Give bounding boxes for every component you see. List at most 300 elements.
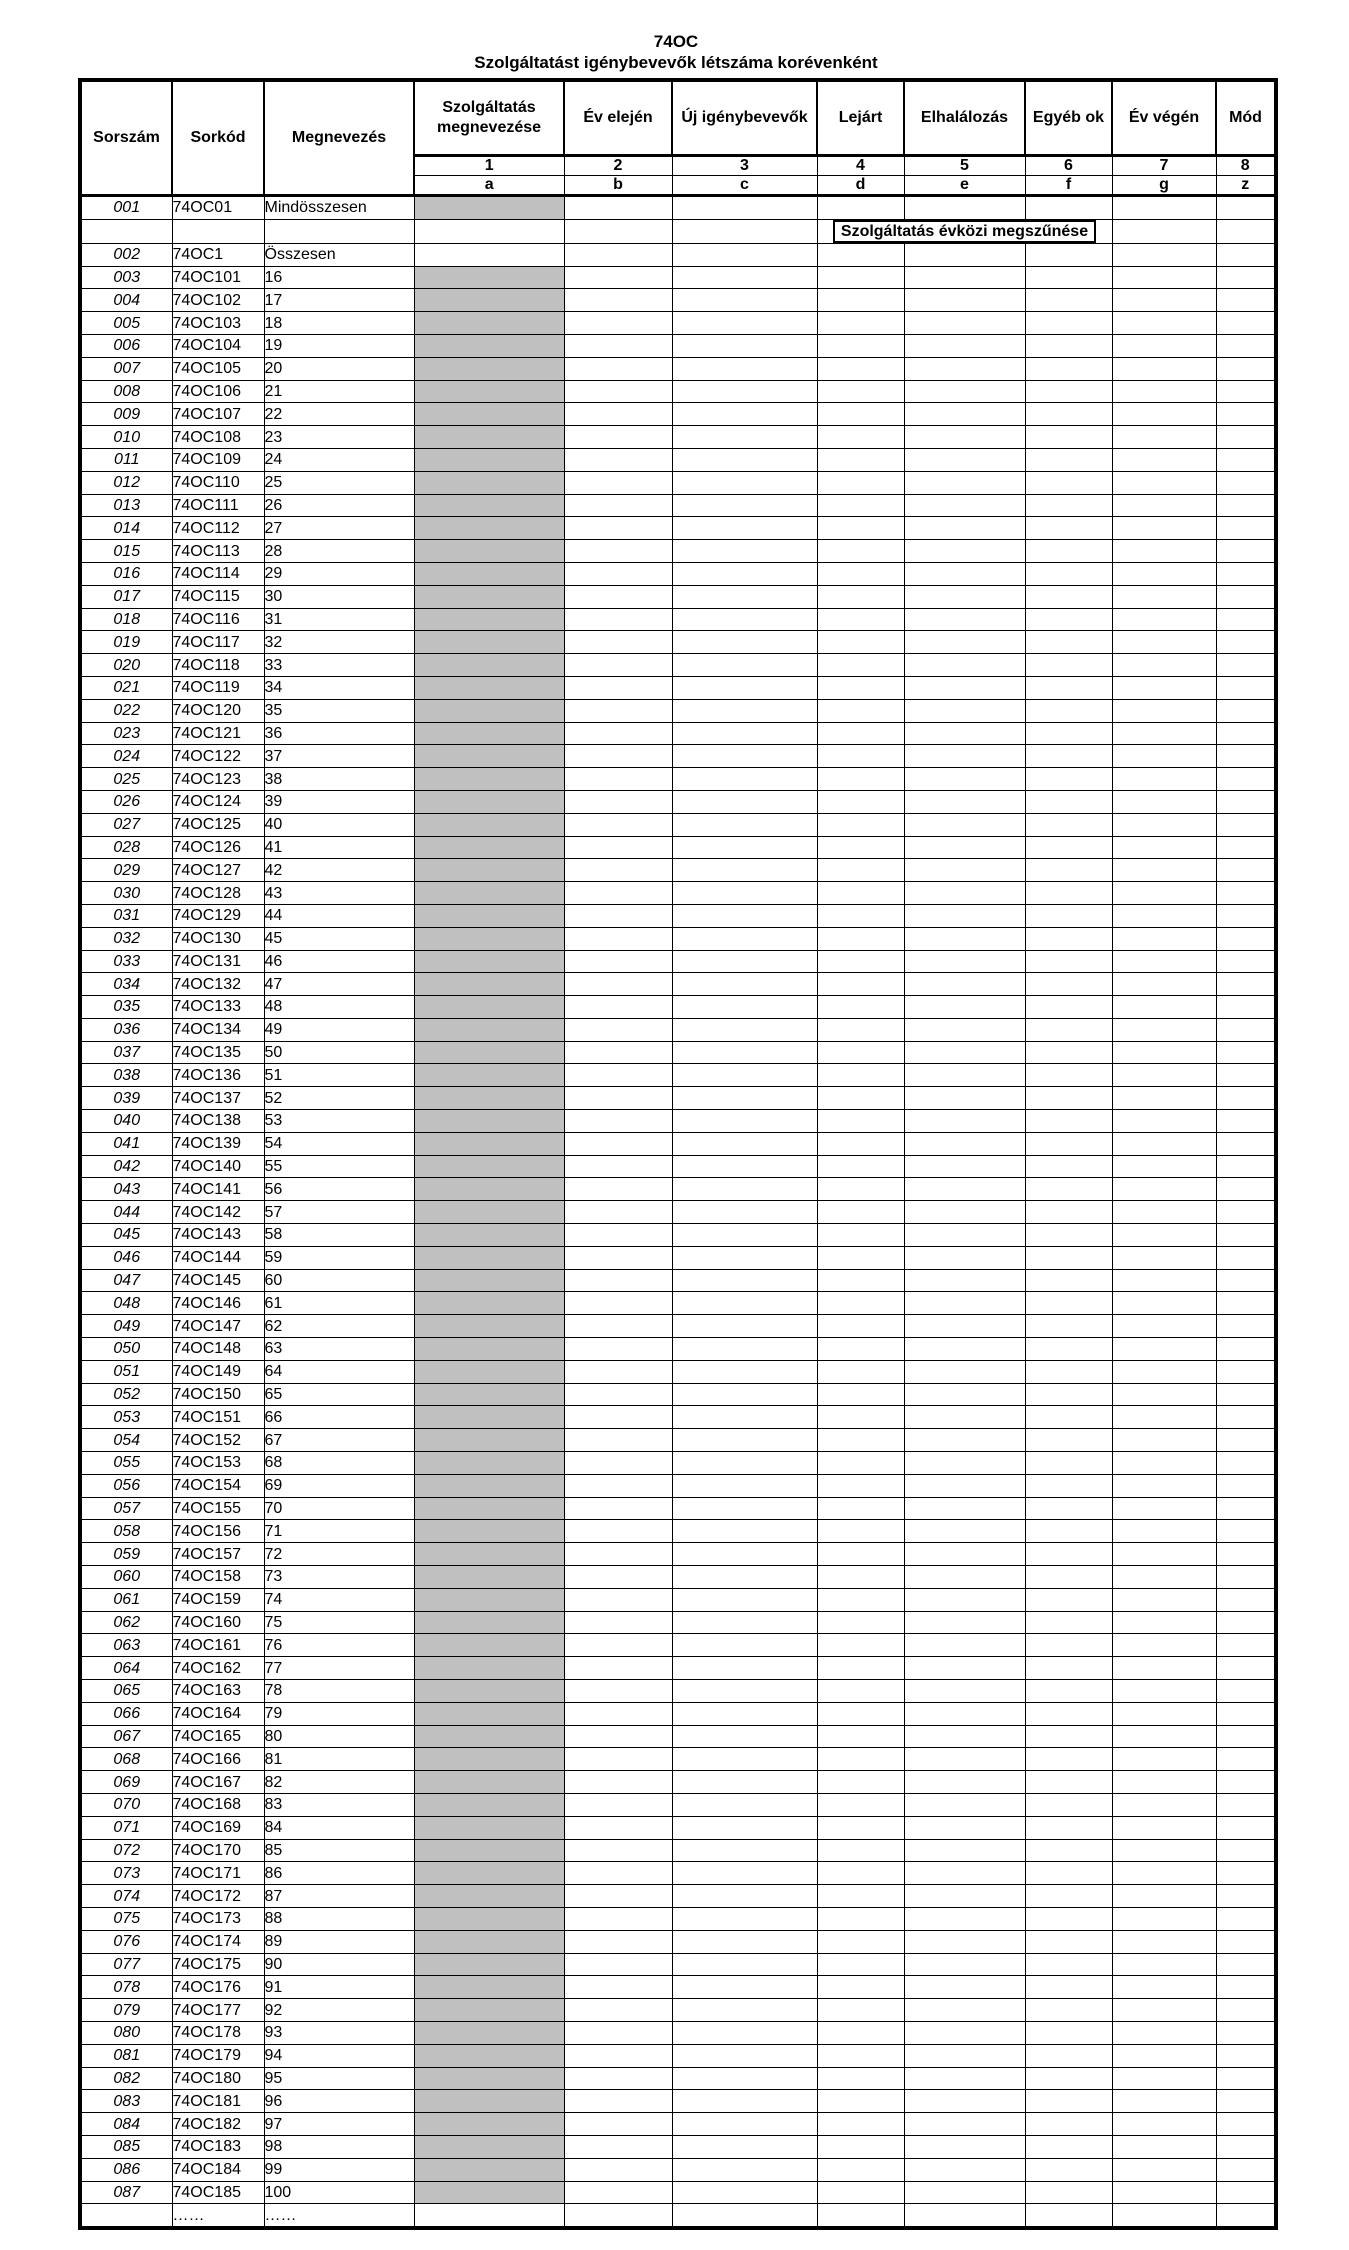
cell-uj[interactable] [672,357,817,380]
cell-uj[interactable] [672,2181,817,2204]
cell-uj[interactable] [672,1816,817,1839]
cell-uj[interactable] [672,1178,817,1201]
cell-mod[interactable] [1216,2158,1276,2181]
cell-ev-elejen[interactable] [564,1907,672,1930]
cell-lejart[interactable] [817,1976,904,1999]
cell-ev-vegen[interactable] [1112,1018,1216,1041]
cell-uj[interactable] [672,1543,817,1566]
cell-mod[interactable] [1216,768,1276,791]
cell-elhalalozas[interactable] [904,1702,1025,1725]
cell-egyeb-ok[interactable] [1025,517,1112,540]
cell-egyeb-ok[interactable] [1025,540,1112,563]
cell-uj[interactable] [672,1930,817,1953]
cell-egyeb-ok[interactable] [1025,608,1112,631]
cell-ev-vegen[interactable] [1112,1953,1216,1976]
cell-ev-elejen[interactable] [564,768,672,791]
cell-uj[interactable] [672,243,817,266]
cell-uj[interactable] [672,1087,817,1110]
cell-ev-vegen[interactable] [1112,1497,1216,1520]
cell-mod[interactable] [1216,1474,1276,1497]
cell-mod[interactable] [1216,2135,1276,2158]
cell-ev-vegen[interactable] [1112,1862,1216,1885]
cell-elhalalozas[interactable] [904,1680,1025,1703]
cell-egyeb-ok[interactable] [1025,1588,1112,1611]
cell-lejart[interactable] [817,243,904,266]
cell-egyeb-ok[interactable] [1025,1292,1112,1315]
cell-uj[interactable] [672,1680,817,1703]
cell-lejart[interactable] [817,1816,904,1839]
cell-uj[interactable] [672,540,817,563]
cell-ev-vegen[interactable] [1112,950,1216,973]
cell-mod[interactable] [1216,1839,1276,1862]
cell-lejart[interactable] [817,2090,904,2113]
cell-ev-elejen[interactable] [564,2044,672,2067]
cell-elhalalozas[interactable] [904,2067,1025,2090]
cell-elhalalozas[interactable] [904,334,1025,357]
cell-elhalalozas[interactable] [904,357,1025,380]
cell-ev-vegen[interactable] [1112,1839,1216,1862]
cell-mod[interactable] [1216,585,1276,608]
cell-mod[interactable] [1216,1224,1276,1247]
cell-elhalalozas[interactable] [904,1657,1025,1680]
cell-elhalalozas[interactable] [904,1793,1025,1816]
cell-egyeb-ok[interactable] [1025,1657,1112,1680]
cell-lejart[interactable] [817,1793,904,1816]
cell-ev-elejen[interactable] [564,654,672,677]
cell-ev-elejen[interactable] [564,1064,672,1087]
cell-ev-elejen[interactable] [564,289,672,312]
cell-uj[interactable] [672,471,817,494]
cell-lejart[interactable] [817,2204,904,2228]
cell-mod[interactable] [1216,2067,1276,2090]
cell-mod[interactable] [1216,2021,1276,2044]
cell-ev-elejen[interactable] [564,426,672,449]
cell-elhalalozas[interactable] [904,813,1025,836]
cell-lejart[interactable] [817,2044,904,2067]
cell-egyeb-ok[interactable] [1025,1383,1112,1406]
cell-ev-elejen[interactable] [564,973,672,996]
cell-egyeb-ok[interactable] [1025,1793,1112,1816]
cell-elhalalozas[interactable] [904,517,1025,540]
cell-egyeb-ok[interactable] [1025,1315,1112,1338]
cell-ev-elejen[interactable] [564,1862,672,1885]
cell-egyeb-ok[interactable] [1025,380,1112,403]
cell-elhalalozas[interactable] [904,1634,1025,1657]
cell-elhalalozas[interactable] [904,448,1025,471]
cell-elhalalozas[interactable] [904,790,1025,813]
cell-uj[interactable] [672,882,817,905]
cell-uj[interactable] [672,1862,817,1885]
cell-lejart[interactable] [817,722,904,745]
cell-uj[interactable] [672,1885,817,1908]
cell-uj[interactable] [672,1634,817,1657]
cell-ev-vegen[interactable] [1112,1087,1216,1110]
cell-ev-elejen[interactable] [564,585,672,608]
cell-ev-vegen[interactable] [1112,1702,1216,1725]
cell-ev-vegen[interactable] [1112,2021,1216,2044]
cell-egyeb-ok[interactable] [1025,859,1112,882]
cell-ev-vegen[interactable] [1112,722,1216,745]
cell-uj[interactable] [672,1155,817,1178]
cell-mod[interactable] [1216,1634,1276,1657]
cell-egyeb-ok[interactable] [1025,1748,1112,1771]
cell-ev-vegen[interactable] [1112,426,1216,449]
cell-mod[interactable] [1216,1566,1276,1589]
cell-ev-elejen[interactable] [564,448,672,471]
cell-egyeb-ok[interactable] [1025,471,1112,494]
cell-ev-elejen[interactable] [564,1360,672,1383]
cell-ev-elejen[interactable] [564,1497,672,1520]
cell-ev-elejen[interactable] [564,608,672,631]
cell-elhalalozas[interactable] [904,1155,1025,1178]
cell-ev-elejen[interactable] [564,1771,672,1794]
cell-ev-vegen[interactable] [1112,1064,1216,1087]
cell-lejart[interactable] [817,312,904,335]
cell-ev-elejen[interactable] [564,1793,672,1816]
cell-egyeb-ok[interactable] [1025,1839,1112,1862]
cell-lejart[interactable] [817,1201,904,1224]
cell-mod[interactable] [1216,1702,1276,1725]
cell-szolgaltatas[interactable] [414,243,564,266]
cell-lejart[interactable] [817,1315,904,1338]
cell-uj[interactable] [672,1110,817,1133]
cell-elhalalozas[interactable] [904,426,1025,449]
cell-ev-elejen[interactable] [564,1953,672,1976]
cell-egyeb-ok[interactable] [1025,1771,1112,1794]
cell-uj[interactable] [672,950,817,973]
cell-ev-vegen[interactable] [1112,312,1216,335]
cell-uj[interactable] [672,1018,817,1041]
cell-ev-vegen[interactable] [1112,1885,1216,1908]
cell-elhalalozas[interactable] [904,1064,1025,1087]
cell-ev-elejen[interactable] [564,517,672,540]
cell-elhalalozas[interactable] [904,1953,1025,1976]
cell-uj[interactable] [672,836,817,859]
cell-ev-vegen[interactable] [1112,540,1216,563]
cell-lejart[interactable] [817,1930,904,1953]
cell-elhalalozas[interactable] [904,1725,1025,1748]
cell-egyeb-ok[interactable] [1025,699,1112,722]
cell-ev-vegen[interactable] [1112,357,1216,380]
cell-mod[interactable] [1216,1999,1276,2022]
cell-uj[interactable] [672,745,817,768]
cell-egyeb-ok[interactable] [1025,904,1112,927]
cell-uj[interactable] [672,2067,817,2090]
cell-egyeb-ok[interactable] [1025,1269,1112,1292]
cell-uj[interactable] [672,904,817,927]
cell-ev-elejen[interactable] [564,813,672,836]
cell-mod[interactable] [1216,1497,1276,1520]
cell-ev-elejen[interactable] [564,631,672,654]
cell-ev-vegen[interactable] [1112,2090,1216,2113]
cell-egyeb-ok[interactable] [1025,1930,1112,1953]
cell-lejart[interactable] [817,1246,904,1269]
cell-uj[interactable] [672,426,817,449]
cell-uj[interactable] [672,1566,817,1589]
cell-lejart[interactable] [817,562,904,585]
cell-ev-elejen[interactable] [564,1018,672,1041]
cell-mod[interactable] [1216,1793,1276,1816]
cell-egyeb-ok[interactable] [1025,2204,1112,2228]
cell-ev-vegen[interactable] [1112,380,1216,403]
cell-ev-elejen[interactable] [564,927,672,950]
cell-ev-elejen[interactable] [564,1930,672,1953]
cell-uj[interactable] [672,631,817,654]
cell-ev-elejen[interactable] [564,836,672,859]
cell-mod[interactable] [1216,1748,1276,1771]
cell-egyeb-ok[interactable] [1025,1064,1112,1087]
cell-lejart[interactable] [817,1041,904,1064]
cell-elhalalozas[interactable] [904,1611,1025,1634]
cell-uj[interactable] [672,1224,817,1247]
cell-ev-elejen[interactable] [564,745,672,768]
cell-lejart[interactable] [817,836,904,859]
cell-elhalalozas[interactable] [904,2181,1025,2204]
cell-uj[interactable] [672,312,817,335]
cell-ev-vegen[interactable] [1112,1520,1216,1543]
cell-lejart[interactable] [817,904,904,927]
cell-mod[interactable] [1216,196,1276,220]
cell-ev-elejen[interactable] [564,1566,672,1589]
cell-mod[interactable] [1216,996,1276,1019]
cell-egyeb-ok[interactable] [1025,494,1112,517]
cell-ev-elejen[interactable] [564,243,672,266]
cell-mod[interactable] [1216,836,1276,859]
cell-egyeb-ok[interactable] [1025,927,1112,950]
cell-elhalalozas[interactable] [904,403,1025,426]
cell-ev-vegen[interactable] [1112,1793,1216,1816]
cell-ev-elejen[interactable] [564,1839,672,1862]
cell-ev-vegen[interactable] [1112,517,1216,540]
cell-ev-vegen[interactable] [1112,836,1216,859]
cell-elhalalozas[interactable] [904,904,1025,927]
cell-uj[interactable] [672,494,817,517]
cell-uj[interactable] [672,1360,817,1383]
cell-ev-vegen[interactable] [1112,1315,1216,1338]
cell-ev-elejen[interactable] [564,1429,672,1452]
cell-uj[interactable] [672,1748,817,1771]
cell-uj[interactable] [672,996,817,1019]
cell-egyeb-ok[interactable] [1025,973,1112,996]
cell-uj[interactable] [672,2090,817,2113]
cell-lejart[interactable] [817,403,904,426]
cell-mod[interactable] [1216,1885,1276,1908]
cell-elhalalozas[interactable] [904,471,1025,494]
cell-elhalalozas[interactable] [904,1474,1025,1497]
cell-ev-elejen[interactable] [564,1634,672,1657]
cell-lejart[interactable] [817,1885,904,1908]
cell-mod[interactable] [1216,882,1276,905]
cell-lejart[interactable] [817,1269,904,1292]
cell-egyeb-ok[interactable] [1025,1566,1112,1589]
cell-egyeb-ok[interactable] [1025,266,1112,289]
cell-mod[interactable] [1216,1315,1276,1338]
cell-egyeb-ok[interactable] [1025,1953,1112,1976]
cell-ev-elejen[interactable] [564,676,672,699]
cell-mod[interactable] [1216,1338,1276,1361]
cell-ev-vegen[interactable] [1112,1816,1216,1839]
cell-mod[interactable] [1216,859,1276,882]
cell-uj[interactable] [672,1452,817,1475]
cell-mod[interactable] [1216,676,1276,699]
cell-lejart[interactable] [817,1566,904,1589]
cell-ev-elejen[interactable] [564,699,672,722]
cell-egyeb-ok[interactable] [1025,1680,1112,1703]
cell-ev-vegen[interactable] [1112,1543,1216,1566]
cell-ev-vegen[interactable] [1112,904,1216,927]
cell-elhalalozas[interactable] [904,836,1025,859]
cell-egyeb-ok[interactable] [1025,654,1112,677]
cell-egyeb-ok[interactable] [1025,1110,1112,1133]
cell-lejart[interactable] [817,334,904,357]
cell-mod[interactable] [1216,1816,1276,1839]
cell-lejart[interactable] [817,1771,904,1794]
cell-ev-vegen[interactable] [1112,1406,1216,1429]
cell-ev-vegen[interactable] [1112,266,1216,289]
cell-lejart[interactable] [817,2113,904,2136]
cell-ev-elejen[interactable] [564,904,672,927]
cell-uj[interactable] [672,1246,817,1269]
cell-ev-elejen[interactable] [564,266,672,289]
cell-ev-vegen[interactable] [1112,1201,1216,1224]
cell-uj[interactable] [672,608,817,631]
cell-uj[interactable] [672,585,817,608]
cell-elhalalozas[interactable] [904,1771,1025,1794]
cell-lejart[interactable] [817,1953,904,1976]
cell-lejart[interactable] [817,380,904,403]
cell-ev-vegen[interactable] [1112,1132,1216,1155]
cell-ev-elejen[interactable] [564,1520,672,1543]
cell-elhalalozas[interactable] [904,1269,1025,1292]
cell-mod[interactable] [1216,722,1276,745]
cell-elhalalozas[interactable] [904,562,1025,585]
cell-elhalalozas[interactable] [904,699,1025,722]
cell-lejart[interactable] [817,1611,904,1634]
cell-mod[interactable] [1216,2044,1276,2067]
cell-lejart[interactable] [817,2181,904,2204]
cell-egyeb-ok[interactable] [1025,1520,1112,1543]
cell-egyeb-ok[interactable] [1025,403,1112,426]
cell-elhalalozas[interactable] [904,243,1025,266]
cell-lejart[interactable] [817,2067,904,2090]
cell-uj[interactable] [672,2113,817,2136]
cell-uj[interactable] [672,1269,817,1292]
cell-ev-elejen[interactable] [564,882,672,905]
cell-egyeb-ok[interactable] [1025,289,1112,312]
cell-mod[interactable] [1216,1680,1276,1703]
cell-egyeb-ok[interactable] [1025,1360,1112,1383]
cell-lejart[interactable] [817,1178,904,1201]
cell-uj[interactable] [672,2044,817,2067]
cell-egyeb-ok[interactable] [1025,882,1112,905]
cell-ev-vegen[interactable] [1112,1976,1216,1999]
cell-lejart[interactable] [817,1543,904,1566]
cell-egyeb-ok[interactable] [1025,562,1112,585]
cell-uj[interactable] [672,2135,817,2158]
cell-ev-vegen[interactable] [1112,1657,1216,1680]
cell-egyeb-ok[interactable] [1025,2135,1112,2158]
cell-egyeb-ok[interactable] [1025,1429,1112,1452]
cell-elhalalozas[interactable] [904,1976,1025,1999]
cell-mod[interactable] [1216,745,1276,768]
cell-ev-vegen[interactable] [1112,1178,1216,1201]
cell-uj[interactable] [672,1520,817,1543]
cell-mod[interactable] [1216,1110,1276,1133]
cell-lejart[interactable] [817,1155,904,1178]
cell-elhalalozas[interactable] [904,1383,1025,1406]
cell-egyeb-ok[interactable] [1025,1155,1112,1178]
cell-ev-vegen[interactable] [1112,196,1216,220]
cell-uj[interactable] [672,403,817,426]
cell-ev-vegen[interactable] [1112,2067,1216,2090]
cell-mod[interactable] [1216,2204,1276,2228]
cell-elhalalozas[interactable] [904,1429,1025,1452]
cell-lejart[interactable] [817,1839,904,1862]
cell-mod[interactable] [1216,471,1276,494]
cell-mod[interactable] [1216,334,1276,357]
cell-ev-vegen[interactable] [1112,1930,1216,1953]
cell-elhalalozas[interactable] [904,1246,1025,1269]
cell-ev-vegen[interactable] [1112,996,1216,1019]
cell-egyeb-ok[interactable] [1025,1201,1112,1224]
cell-egyeb-ok[interactable] [1025,426,1112,449]
cell-lejart[interactable] [817,585,904,608]
cell-lejart[interactable] [817,289,904,312]
cell-ev-elejen[interactable] [564,1680,672,1703]
cell-lejart[interactable] [817,1748,904,1771]
cell-ev-vegen[interactable] [1112,1269,1216,1292]
cell-elhalalozas[interactable] [904,1087,1025,1110]
cell-egyeb-ok[interactable] [1025,813,1112,836]
cell-mod[interactable] [1216,631,1276,654]
cell-uj[interactable] [672,266,817,289]
cell-mod[interactable] [1216,562,1276,585]
cell-lejart[interactable] [817,1429,904,1452]
cell-egyeb-ok[interactable] [1025,1702,1112,1725]
cell-egyeb-ok[interactable] [1025,745,1112,768]
cell-uj[interactable] [672,813,817,836]
cell-mod[interactable] [1216,2181,1276,2204]
cell-elhalalozas[interactable] [904,1930,1025,1953]
cell-mod[interactable] [1216,540,1276,563]
cell-lejart[interactable] [817,973,904,996]
cell-egyeb-ok[interactable] [1025,243,1112,266]
cell-mod[interactable] [1216,1178,1276,1201]
cell-ev-vegen[interactable] [1112,1429,1216,1452]
cell-elhalalozas[interactable] [904,676,1025,699]
cell-elhalalozas[interactable] [904,768,1025,791]
cell-mod[interactable] [1216,1452,1276,1475]
cell-egyeb-ok[interactable] [1025,768,1112,791]
cell-uj[interactable] [672,2021,817,2044]
cell-mod[interactable] [1216,403,1276,426]
cell-elhalalozas[interactable] [904,859,1025,882]
cell-mod[interactable] [1216,904,1276,927]
cell-lejart[interactable] [817,1520,904,1543]
cell-mod[interactable] [1216,1132,1276,1155]
cell-elhalalozas[interactable] [904,996,1025,1019]
cell-ev-elejen[interactable] [564,1406,672,1429]
cell-elhalalozas[interactable] [904,631,1025,654]
cell-lejart[interactable] [817,1657,904,1680]
cell-elhalalozas[interactable] [904,2113,1025,2136]
cell-lejart[interactable] [817,654,904,677]
cell-ev-vegen[interactable] [1112,448,1216,471]
cell-ev-elejen[interactable] [564,2181,672,2204]
cell-ev-elejen[interactable] [564,1543,672,1566]
cell-lejart[interactable] [817,1360,904,1383]
cell-mod[interactable] [1216,1930,1276,1953]
